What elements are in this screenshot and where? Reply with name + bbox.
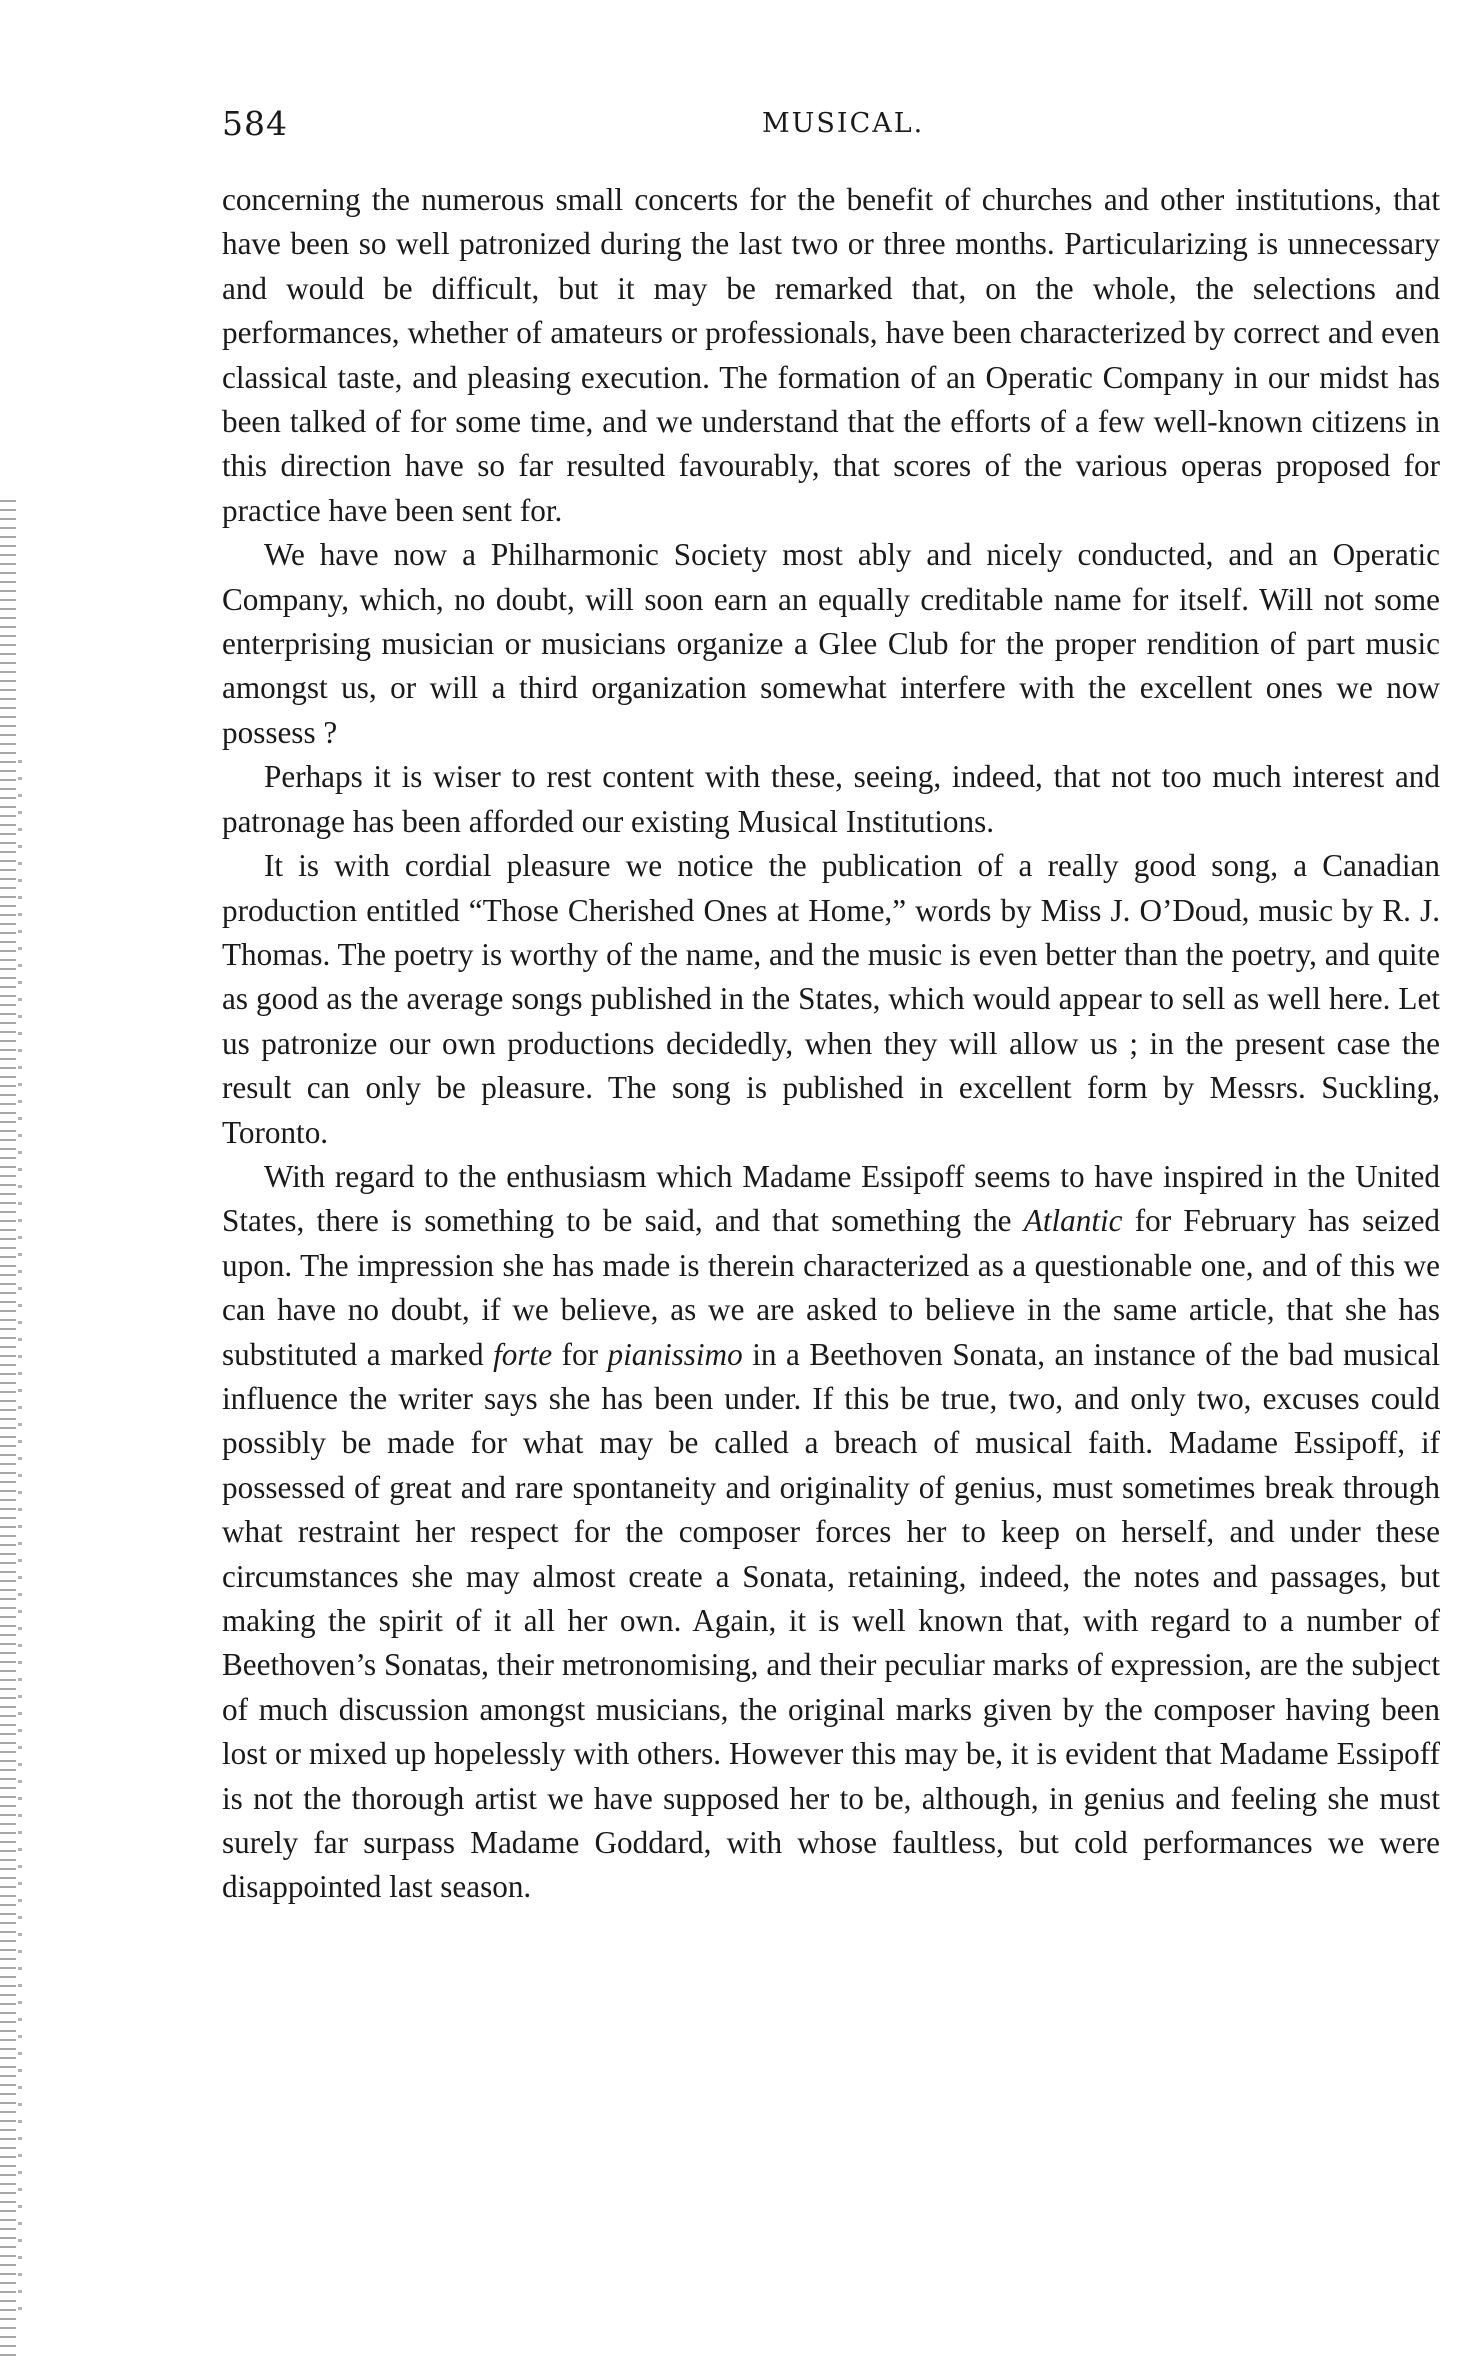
italic-text: Atlantic (1023, 1203, 1123, 1239)
running-title: MUSICAL. (762, 108, 925, 139)
italic-text: pianissimo (607, 1336, 743, 1372)
italic-text: forte (493, 1336, 553, 1372)
paragraph-3 (222, 755, 1440, 844)
paragraph-2 (222, 533, 1440, 755)
text-run: concerning the numerous small concerts for the benefit of churches and other institutions, that have been so well patronized during the last two or three months. Particularizing is unnecessary and would be difficult, but it may be remarked that, on the whole, the selections and performances, whether of amateurs or professionals, have been characterized by correct and even classical taste, and pleasing execution. The formation of an Operatic Company in our midst has been talked of for some time, and we understand that the efforts of a few well-known citizens in this direction have so far resulted favourably, that scores of the various operas proposed for practice have been sent for. (222, 182, 1440, 528)
running-head (222, 104, 1442, 154)
text-run: in a Beethoven Sonata, an instance of the bad musical influence the writer says she has been under. If this be true, two, and only two, excuses could possibly be made for what may be called a breach of musical faith. Madame Essipoff, if possessed of great and rare spontaneity and originality of genius, must sometimes break through what restraint her respect for the composer forces her to keep on herself, and under these circumstances she may almost create a Sonata, retaining, indeed, the notes and passages, but making the spirit of it all her own. Again, it is well known that, with regard to a number of Beethoven’s Sonatas, their metronomising, and their peculiar marks of expression, are the subject of much discussion amongst musicians, the original marks given by the composer having been lost or mixed up hopelessly with others. However this may be, it is evident that Madame Essipoff is not the thorough artist we have supposed her to be, although, in genius and feeling she must surely far surpass Madame Goddard, with whose faultless, but cold performances we were disappointed last season. (222, 1336, 1440, 1905)
text-run: for (552, 1336, 608, 1372)
binding-edge-marks-inner (18, 760, 22, 2320)
paragraph-5 (222, 1155, 1440, 1910)
paragraph-1 (222, 178, 1440, 533)
paragraph-4 (222, 844, 1440, 1155)
text-run: We have now a Philharmonic Society most ably and nicely conducted, and an Operatic Company, which, no doubt, will soon earn an equally creditable name for itself. Will not some enterprising musician or musicians organize a Glee Club for the proper rendition of part music amongst us, or will a third organization somewhat interfere with the excellent ones we now possess ? (222, 537, 1440, 750)
text-run: With regard to the enthusiasm which Madame Essipoff seems to have inspired in the United States, there is something to be said, and that something the (222, 1158, 1440, 1239)
text-run: Perhaps it is wiser to rest content with these, seeing, indeed, that not too much interest and patronage has been afforded our existing Musical Institutions. (222, 759, 1440, 839)
page-number: 584 (222, 104, 288, 143)
article-body (222, 178, 1440, 1910)
text-run: for February has seized upon. The impression she has made is therein characterized as a questionable one, and of this we can have no doubt, if we believe, as we are asked to believe in the same article, that she has substituted a marked (222, 1203, 1441, 1372)
binding-edge-marks (0, 500, 16, 2360)
text-run: It is with cordial pleasure we notice the publication of a really good song, a Canadian production entitled “Those Cherished Ones at Home,” words by Miss J. O’Doud, music by R. J. Thomas. The poetry is worthy of the name, and the music is even better than the poetry, and quite as good as the average songs published in the States, which would appear to sell as well here. Let us patronize our own productions decidedly, when they will allow us ; in the present case the result can only be pleasure. The song is published in excellent form by Messrs. Suckling, Toronto. (222, 848, 1440, 1150)
